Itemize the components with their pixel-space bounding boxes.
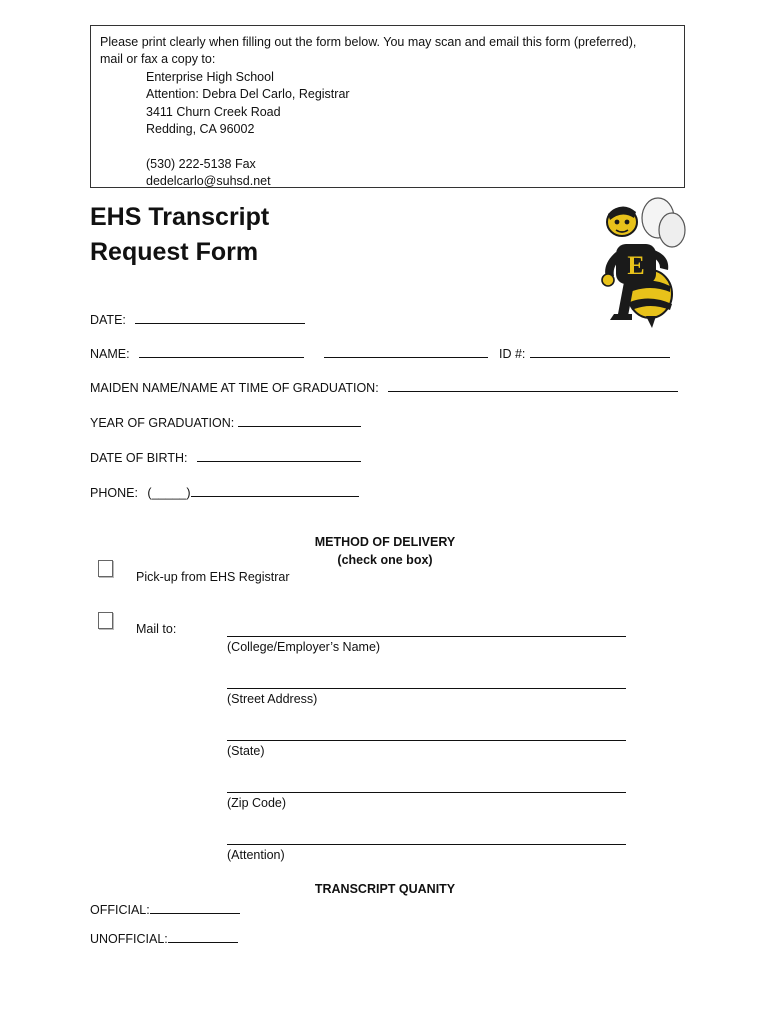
phone-number-line[interactable]	[191, 483, 359, 497]
maiden-name-row	[90, 378, 678, 395]
street-address: 3411 Churn Creek Road	[146, 104, 281, 119]
birth-date-row	[90, 448, 361, 465]
attention-line: Attention: Debra Del Carlo, Registrar	[146, 87, 350, 102]
official-quantity-line[interactable]	[150, 900, 240, 914]
pickup-checkbox[interactable]	[98, 560, 113, 577]
quantity-heading: TRANSCRIPT QUANITY	[314, 882, 456, 896]
birth-date-label: DATE OF BIRTH:	[90, 451, 188, 465]
official-row	[90, 900, 240, 917]
school-name: Enterprise High School	[146, 69, 274, 84]
birth-date-line[interactable]	[197, 448, 361, 462]
street-address-caption: (Street Address)	[227, 692, 318, 706]
id-row	[499, 344, 670, 361]
city-state-zip: Redding, CA 96002	[146, 122, 255, 137]
fax-number: (530) 222-5138 Fax	[146, 156, 256, 171]
zip-code-line[interactable]	[227, 792, 626, 793]
email-address: dedelcarlo@suhsd.net	[146, 174, 271, 189]
name-row	[90, 344, 488, 361]
maiden-name-label: MAIDEN NAME/NAME AT TIME OF GRADUATION:	[90, 381, 379, 395]
id-input-line[interactable]	[530, 344, 670, 358]
date-row	[90, 310, 305, 327]
graduation-year-row	[90, 413, 361, 430]
name-label: NAME:	[90, 347, 130, 361]
graduation-year-line[interactable]	[238, 413, 361, 427]
last-name-line[interactable]	[324, 344, 488, 358]
delivery-heading: METHOD OF DELIVERY	[314, 535, 456, 549]
delivery-subheading: (check one box)	[337, 553, 433, 567]
phone-row	[90, 483, 359, 500]
instructions-box	[90, 25, 685, 188]
official-label: OFFICIAL:	[90, 903, 150, 917]
instructions-line-1: Please print clearly when filling out the form below. You may scan and email this form (preferred),	[100, 35, 637, 49]
phone-area-code[interactable]: (_____)	[147, 486, 191, 500]
street-address-line[interactable]	[227, 688, 626, 689]
first-name-line[interactable]	[139, 344, 304, 358]
graduation-year-label: YEAR OF GRADUATION:	[90, 416, 235, 430]
id-label: ID #:	[499, 347, 526, 361]
state-line[interactable]	[227, 740, 626, 741]
unofficial-quantity-line[interactable]	[168, 929, 238, 943]
state-caption: (State)	[227, 744, 265, 758]
form-title-line-1: EHS Transcript	[90, 203, 270, 231]
attention-line-input[interactable]	[227, 844, 626, 845]
mail-label: Mail to:	[136, 622, 177, 636]
zip-code-caption: (Zip Code)	[227, 796, 287, 810]
date-label: DATE:	[90, 313, 126, 327]
phone-label: PHONE:	[90, 486, 138, 500]
college-employer-line[interactable]	[227, 636, 626, 637]
maiden-name-line[interactable]	[388, 378, 678, 392]
attention-caption: (Attention)	[227, 848, 285, 862]
unofficial-row	[90, 929, 238, 946]
date-input-line[interactable]	[135, 310, 305, 324]
pickup-label: Pick-up from EHS Registrar	[136, 570, 290, 584]
instructions-line-2: mail or fax a copy to:	[100, 52, 216, 67]
unofficial-label: UNOFFICIAL:	[90, 932, 168, 946]
mascot-letter: E	[627, 251, 645, 280]
mail-checkbox[interactable]	[98, 612, 113, 629]
hornet-mascot-logo	[588, 196, 692, 330]
form-title	[90, 200, 269, 270]
form-title-line-2: Request Form	[90, 238, 259, 266]
college-employer-caption: (College/Employer’s Name)	[227, 640, 381, 654]
